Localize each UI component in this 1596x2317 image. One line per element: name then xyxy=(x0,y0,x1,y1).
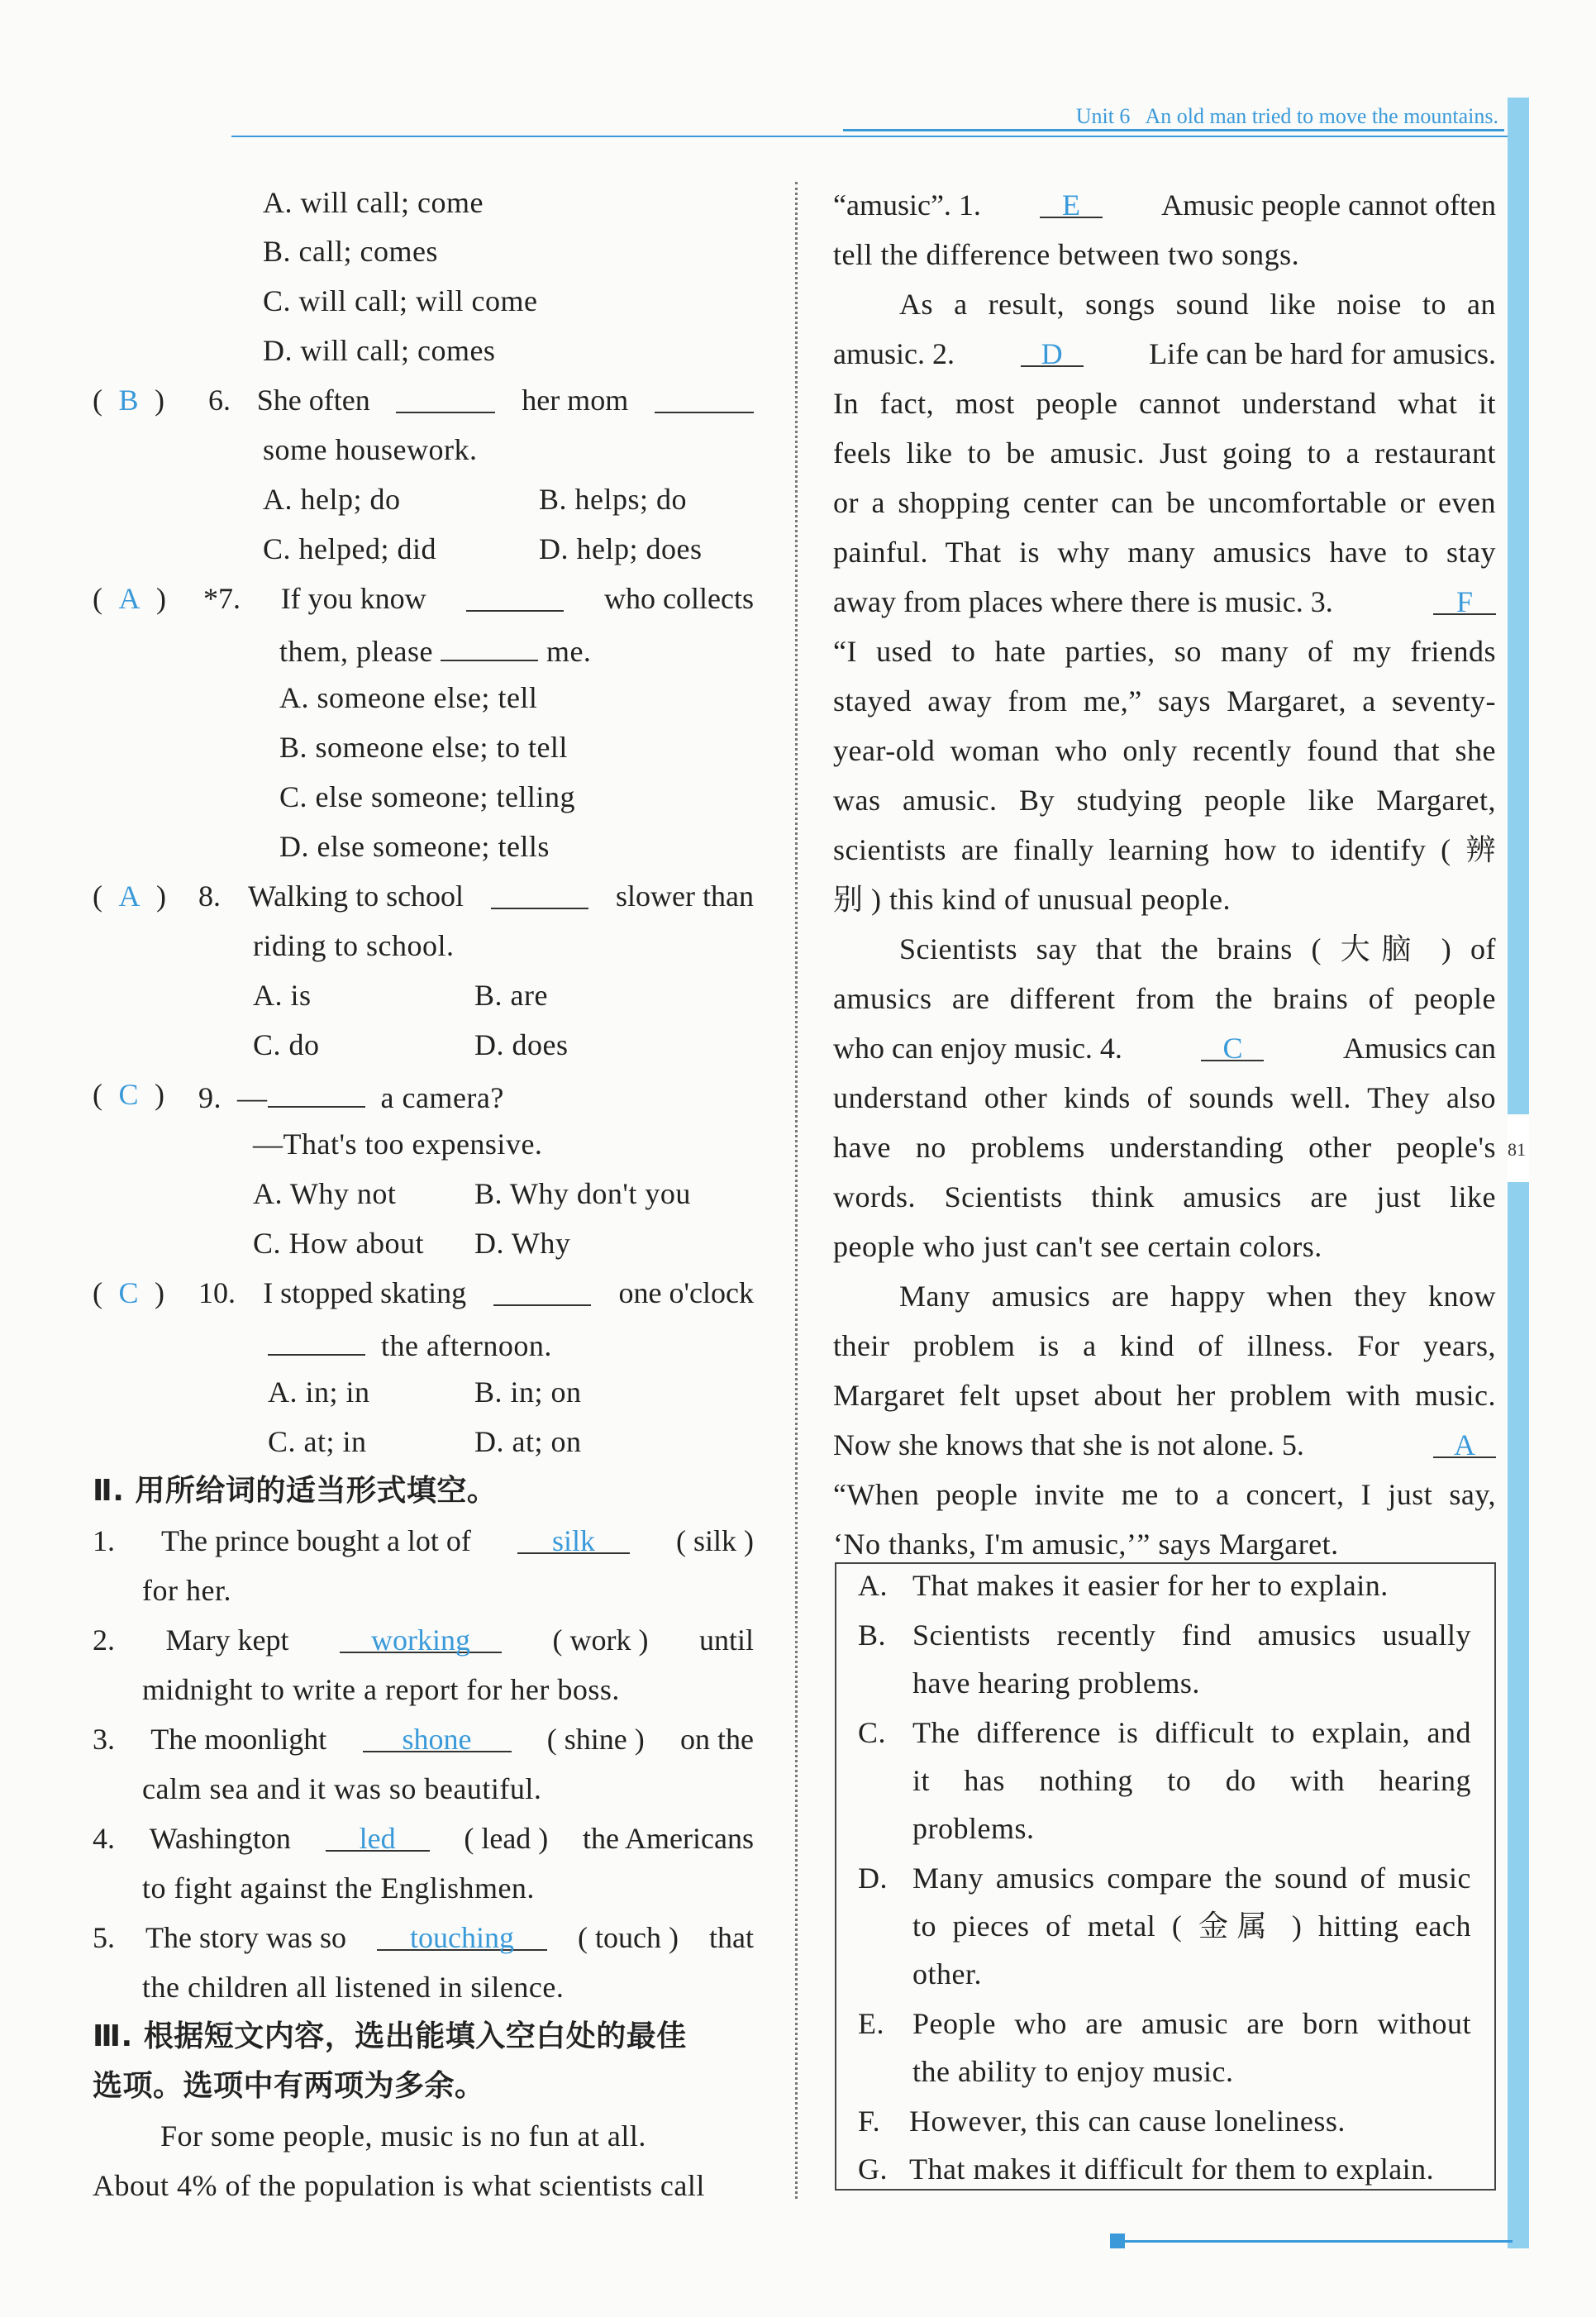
q7-answer-letter: A xyxy=(118,582,141,615)
option-f-text: However, this can cause loneliness. xyxy=(909,2105,1346,2138)
section2-heading: Ⅱ. 用所给词的适当形式填空。 xyxy=(93,1474,498,1508)
s2-item5-after: that xyxy=(709,1921,754,1954)
s2-item2-hint: ( work ) xyxy=(552,1623,649,1657)
q6-line1 xyxy=(208,384,754,417)
unit-label: Unit 6 xyxy=(1075,104,1131,128)
q6-text1: She often xyxy=(256,384,370,417)
s2-item3-line2: calm sea and it was so beautiful. xyxy=(142,1772,542,1805)
passage-left-line2: About 4% of the population is what scientists call xyxy=(93,2169,705,2202)
passage-line-25: Margaret felt upset about her problem with music. xyxy=(833,1379,1496,1412)
passage-line-11: stayed away from me,” says Margaret, a seventy- xyxy=(833,684,1496,718)
q7-option-b: B. someone else; to tell xyxy=(279,731,568,764)
q8-option-c: C. do xyxy=(253,1028,320,1061)
s2-item1-line2: for her. xyxy=(142,1574,231,1607)
q9-option-c: C. How about xyxy=(253,1227,424,1260)
passage-line-15: 别 ) this kind of unusual people. xyxy=(833,883,1231,916)
q5-option-b: B. call; comes xyxy=(263,235,438,268)
q7-blank-2 xyxy=(441,632,538,661)
passage-after-blank-4: Amusics can xyxy=(1343,1032,1496,1065)
q7-number: *7. xyxy=(203,582,241,615)
option-d-line2: to pieces of metal ( 金属 ) hitting each xyxy=(912,1909,1471,1943)
passage-line-26-text: Now she knows that she is not alone. 5. xyxy=(833,1428,1304,1461)
q8-blank xyxy=(491,880,588,909)
q5-option-a: A. will call; come xyxy=(263,186,484,219)
q8-text3: riding to school. xyxy=(253,929,455,962)
passage-after-blank-1: Amusic people cannot often xyxy=(1161,188,1496,222)
q6-answer: ( B ) xyxy=(93,384,165,417)
passage-line-9 xyxy=(833,585,1496,618)
passage-line-16: Scientists say that the brains ( 大脑 ) of xyxy=(899,932,1496,965)
s2-item1-before: The prince bought a lot of xyxy=(161,1524,471,1557)
passage-line-9-text: away from places where there is music. 3. xyxy=(833,585,1333,618)
q10-line1 xyxy=(198,1276,754,1309)
passage-line-24: their problem is a kind of illness. For years, xyxy=(833,1329,1496,1362)
s2-item4-before: Washington xyxy=(149,1822,291,1855)
q8-text2: slower than xyxy=(616,880,754,913)
q7-text2: who collects xyxy=(604,582,754,615)
unit-title: An old man tried to move the mountains. xyxy=(1145,104,1498,128)
q10-blank-1 xyxy=(493,1276,591,1306)
s2-item4-line2: to fight against the Englishmen. xyxy=(142,1871,535,1905)
q10-blank-2 xyxy=(268,1326,365,1356)
page-number: 81 xyxy=(1508,1139,1526,1160)
q5-option-c: C. will call; will come xyxy=(263,284,538,317)
q7-line1 xyxy=(203,582,754,615)
q9-option-b: B. Why don't you xyxy=(474,1177,691,1210)
s2-item4 xyxy=(93,1822,754,1855)
q9-line1 xyxy=(198,1078,504,1114)
s2-item1-blank: silk xyxy=(517,1524,630,1554)
passage-line-20: have no problems understanding other people's xyxy=(833,1131,1496,1164)
q6-option-a: A. help; do xyxy=(263,483,401,516)
option-e-letter: E. xyxy=(858,2007,884,2040)
q6-answer-letter: B xyxy=(118,384,140,417)
q9-answer-letter: C xyxy=(118,1078,140,1111)
passage-line-18 xyxy=(833,1032,1496,1065)
q7-text4: me. xyxy=(545,635,592,668)
q10-option-a: A. in; in xyxy=(268,1375,370,1409)
s2-item1 xyxy=(93,1524,754,1557)
option-g-text: That makes it difficult for them to explain. xyxy=(909,2153,1435,2186)
option-d-line1: Many amusics compare the sound of music xyxy=(912,1862,1471,1895)
passage-after-blank-2: Life can be hard for amusics. xyxy=(1149,337,1496,370)
passage-line-10: “I used to hate parties, so many of my friends xyxy=(833,635,1496,668)
passage-line-23: Many amusics are happy when they know xyxy=(899,1280,1496,1313)
passage-line-14: scientists are finally learning how to identify ( 辨 xyxy=(833,833,1496,866)
s2-item5-number: 5. xyxy=(93,1921,115,1954)
q9-option-d: D. Why xyxy=(474,1227,571,1260)
q6-option-b: B. helps; do xyxy=(539,483,688,516)
passage-line-18-text: who can enjoy music. 4. xyxy=(833,1032,1122,1065)
s2-item5-blank: touching xyxy=(377,1921,547,1951)
s2-item3-hint: ( shine ) xyxy=(546,1723,645,1756)
q10-option-c: C. at; in xyxy=(268,1425,367,1458)
option-c-line1: The difference is difficult to explain, and xyxy=(912,1716,1471,1749)
option-c-letter: C. xyxy=(858,1716,887,1749)
q8-option-b: B. are xyxy=(474,979,548,1012)
passage-line-27: “When people invite me to a concert, I just say, xyxy=(833,1478,1496,1511)
passage-line-28: ‘No thanks, I'm amusic,’” says Margaret. xyxy=(833,1528,1339,1561)
q5-option-d: D. will call; comes xyxy=(263,334,496,367)
passage-blank-2: D xyxy=(1021,337,1084,367)
s2-item3-blank: shone xyxy=(363,1723,512,1752)
s2-item4-after: the Americans xyxy=(583,1822,754,1855)
section3-heading-line1: Ⅲ. 根据短文内容，选出能填入空白处的最佳 xyxy=(93,2019,687,2053)
q6-number: 6. xyxy=(208,384,231,417)
page-number-tab xyxy=(1508,1116,1529,1182)
passage-blank-5: A xyxy=(1433,1428,1496,1458)
q6-text3: some housework. xyxy=(263,433,478,466)
q7-blank-1 xyxy=(466,582,564,612)
s2-item5-hint: ( touch ) xyxy=(578,1921,679,1954)
s2-item2 xyxy=(93,1623,754,1657)
option-d-line3: other. xyxy=(912,1957,982,1990)
q6-blank-2 xyxy=(655,384,754,413)
q7-text3: them, please xyxy=(279,635,433,668)
passage-line-8: painful. That is why many amusics have to stay xyxy=(833,536,1496,569)
q10-text2: one o'clock xyxy=(618,1276,754,1309)
passage-line-17: amusics are different from the brains of people xyxy=(833,982,1496,1015)
s2-item3-after: on the xyxy=(680,1723,754,1756)
q9-blank xyxy=(268,1078,365,1108)
q8-option-d: D. does xyxy=(474,1028,569,1061)
option-b-letter: B. xyxy=(858,1619,887,1652)
s2-item2-line2: midnight to write a report for her boss. xyxy=(142,1673,620,1706)
q9-text1: — xyxy=(237,1081,268,1114)
passage-line-19: understand other kinds of sounds well. They also xyxy=(833,1081,1496,1114)
option-c-line2: it has nothing to do with hearing xyxy=(912,1764,1471,1797)
header-rule-thick xyxy=(843,129,1504,131)
s2-item4-blank: led xyxy=(326,1822,430,1852)
q9-text3: —That's too expensive. xyxy=(253,1128,543,1161)
q10-answer: ( C ) xyxy=(93,1276,165,1309)
s2-item5-before: The story was so xyxy=(145,1921,346,1954)
passage-line-22: people who just can't see certain colors. xyxy=(833,1230,1322,1263)
s2-item1-hint: ( silk ) xyxy=(675,1524,754,1557)
s2-item3-before: The moonlight xyxy=(150,1723,327,1756)
passage-blank-4: C xyxy=(1201,1032,1264,1061)
q7-answer: ( A ) xyxy=(93,582,167,615)
q9-option-a: A. Why not xyxy=(253,1177,397,1210)
q8-answer: ( A ) xyxy=(93,880,167,913)
passage-line-12: year-old woman who only recently found that she xyxy=(833,734,1496,767)
header-rule xyxy=(231,136,1509,137)
q8-answer-letter: A xyxy=(118,880,141,913)
footer-square xyxy=(1110,2234,1125,2248)
passage-line-7: or a shopping center can be uncomfortable or even xyxy=(833,486,1496,519)
s2-item2-number: 2. xyxy=(93,1623,115,1657)
passage-line-1 xyxy=(833,188,1496,222)
passage-blank-1: E xyxy=(1040,188,1103,218)
option-g-letter: G. xyxy=(858,2153,888,2186)
q9-text2: a camera? xyxy=(380,1081,504,1114)
margin-bar-top xyxy=(1508,98,1529,1114)
q7-option-d: D. else someone; tells xyxy=(279,830,550,863)
passage-left-line1: For some people, music is no fun at all. xyxy=(160,2119,646,2153)
q9-number: 9. xyxy=(198,1081,222,1114)
passage-line-6: feels like to be amusic. Just going to a restaurant xyxy=(833,436,1496,470)
q7-line2 xyxy=(279,632,591,668)
passage-line-13: was amusic. By studying people like Margaret, xyxy=(833,784,1496,817)
s2-item4-number: 4. xyxy=(93,1822,115,1855)
q8-option-a: A. is xyxy=(253,979,312,1012)
s2-item4-hint: ( lead ) xyxy=(464,1822,549,1855)
passage-line-4-text: amusic. 2. xyxy=(833,337,955,370)
option-a-text: That makes it easier for her to explain. xyxy=(912,1569,1389,1602)
option-a-letter: A. xyxy=(858,1569,888,1602)
q10-text1: I stopped skating xyxy=(263,1276,467,1309)
q9-answer: ( C ) xyxy=(93,1078,165,1111)
q10-text3: the afternoon. xyxy=(381,1329,552,1362)
s2-item3 xyxy=(93,1723,754,1756)
passage-line-21: words. Scientists think amusics are just like xyxy=(833,1180,1496,1213)
q7-option-a: A. someone else; tell xyxy=(279,681,538,714)
s2-item1-number: 1. xyxy=(93,1524,115,1557)
option-b-line2: have hearing problems. xyxy=(912,1666,1200,1700)
q6-option-c: C. helped; did xyxy=(263,532,436,565)
q6-blank-1 xyxy=(396,384,495,413)
q8-text1: Walking to school xyxy=(247,880,465,913)
q7-text1: If you know xyxy=(280,582,426,615)
q8-line1 xyxy=(198,880,754,913)
q8-number: 8. xyxy=(198,880,221,913)
option-b-line1: Scientists recently find amusics usually xyxy=(912,1619,1471,1652)
q10-answer-letter: C xyxy=(118,1276,140,1309)
option-e-line1: People who are amusic are born without xyxy=(912,2007,1471,2040)
passage-line-1-text: “amusic”. 1. xyxy=(833,188,981,222)
q10-line2 xyxy=(268,1326,552,1362)
option-f-letter: F. xyxy=(858,2105,881,2138)
passage-line-4 xyxy=(833,337,1496,370)
column-divider xyxy=(795,182,798,2199)
passage-blank-3: F xyxy=(1433,585,1496,615)
q6-text2: her mom xyxy=(522,384,629,417)
passage-line-3: As a result, songs sound like noise to an xyxy=(899,288,1496,321)
passage-line-5: In fact, most people cannot understand what it xyxy=(833,387,1496,420)
section3-heading-line2: 选项。选项中有两项为多余。 xyxy=(93,2069,485,2103)
s2-item5-line2: the children all listened in silence. xyxy=(142,1971,565,2004)
footer-rule xyxy=(1116,2240,1513,2243)
s2-item2-after: until xyxy=(698,1623,754,1657)
q10-number: 10. xyxy=(198,1276,236,1309)
s2-item3-number: 3. xyxy=(93,1723,115,1756)
option-e-line2: the ability to enjoy music. xyxy=(912,2055,1234,2088)
option-d-letter: D. xyxy=(858,1862,888,1895)
unit-header xyxy=(1076,104,1498,129)
margin-bar-bottom xyxy=(1508,1182,1529,2248)
s2-item5 xyxy=(93,1921,754,1954)
passage-line-2: tell the difference between two songs. xyxy=(833,238,1300,271)
s2-item2-blank: working xyxy=(340,1623,502,1653)
s2-item2-before: Mary kept xyxy=(165,1623,289,1657)
q10-option-d: D. at; on xyxy=(474,1425,582,1458)
q10-option-b: B. in; on xyxy=(474,1375,582,1409)
q6-option-d: D. help; does xyxy=(539,532,703,565)
option-c-line3: problems. xyxy=(912,1812,1035,1845)
passage-line-26 xyxy=(833,1428,1496,1461)
q7-option-c: C. else someone; telling xyxy=(279,780,575,813)
